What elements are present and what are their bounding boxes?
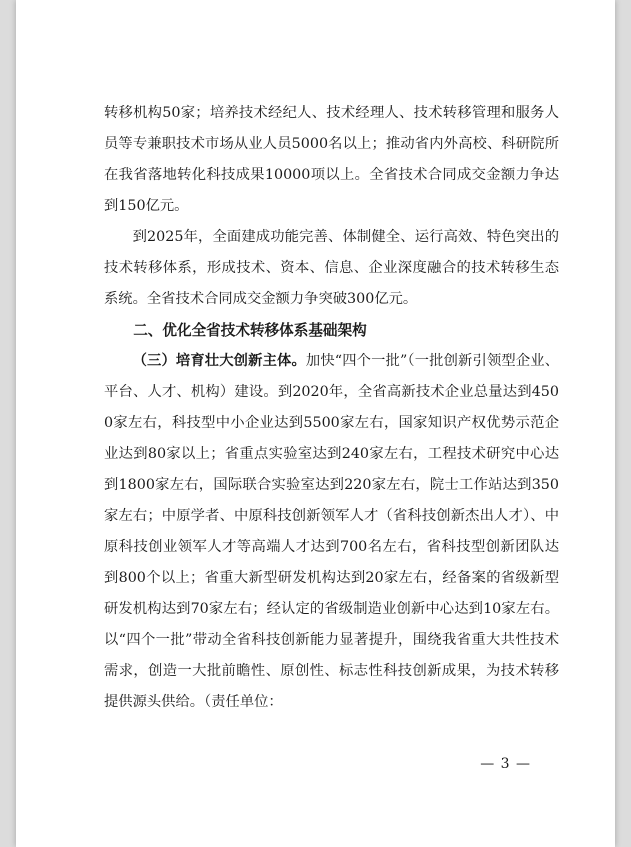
document-page	[16, 0, 615, 847]
subsection-title: （三）培育壮大创新主体。	[132, 353, 306, 369]
section-heading: 二、优化全省技术转移体系基础架构	[133, 322, 367, 339]
paragraph-targets-2025: 到2025年，全面建成功能完善、体制健全、运行高效、特色突出的技术转移体系，形成技术、资本、信息、企业深度融合的技术转移生态系统。全省技术合同成交金额力争突破300亿元。	[104, 229, 559, 307]
document-body	[104, 98, 559, 718]
subsection-paragraph	[104, 346, 559, 718]
paragraph-targets-2020: 转移机构50家；培养技术经纪人、技术经理人、技术转移管理和服务人员等专兼职技术市场从业人员5000名以上；推动省内外高校、科研院所在我省落地转化科技成果10000项以上。全省技术合同成交金额力争达到150亿元。	[104, 105, 559, 214]
page-number: — 3 —	[480, 756, 531, 772]
subsection-body: 加快“四个一批”（一批创新引领型企业、平台、人才、机构）建设。到2020年，全省高新技术企业总量达到4500家左右，科技型中小企业达到5500家左右，国家知识产权优势示范企业达到80家以上；省重点实验室达到240家左右，工程技术研究中心达到1800家左右，国际联合实验室达到220家左右，院士工作站达到350家左右；中原学者、中原科技创新领军人才（省科技创新杰出人才）、中原科技创业领军人才等高端人才达到700名左右，省科技型创新团队达到800个以上；省重大新型研发机构达到20家左右，经备案的省级新型研发机构达到70家左右；经认定的省级制造业创新中心达到10家左右。以“四个一批”带动全省科技创新能力显著提升，围绕我省重大共性技术需求，创造一大批前瞻性、原创性、标志性科技创新成果，为技术转移提供源头供给。（责任单位：	[104, 353, 560, 710]
